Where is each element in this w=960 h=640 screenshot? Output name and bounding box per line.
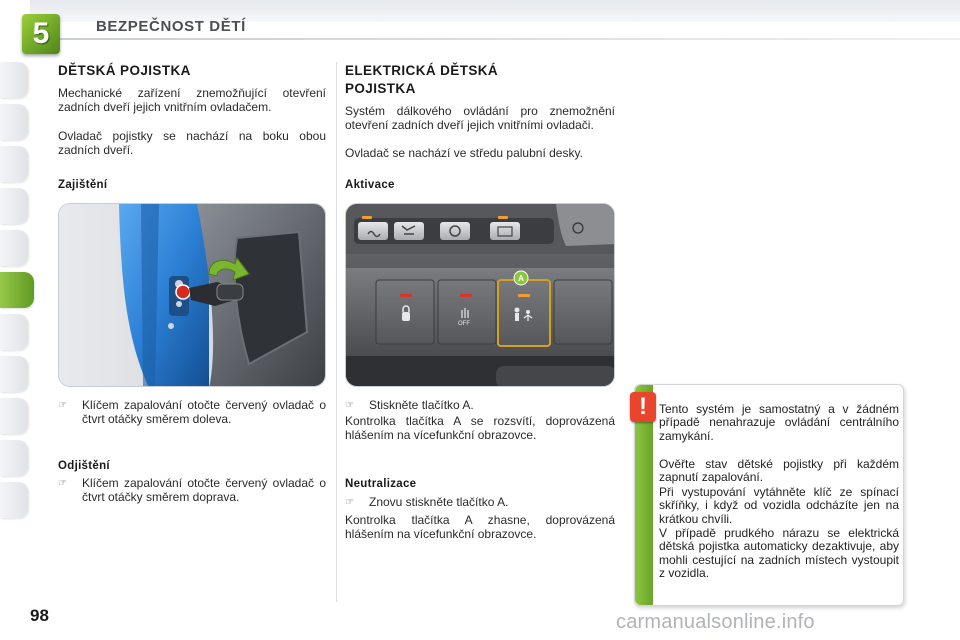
- electric-lock-location: Ovladač se nachází ve středu palubní desky.: [345, 146, 583, 160]
- chapter-tab[interactable]: [0, 104, 28, 140]
- section-title-electric-lock: ELEKTRICKÁ DĚTSKÁ POJISTKA: [345, 63, 499, 96]
- warning-text-3: Při vystupování vytáhněte klíč ze spínací skříňky, i když od vozidla odcházíte jen na krátkou chvíli.: [659, 485, 899, 526]
- hand-pointer-icon: ☞: [58, 400, 67, 411]
- dashboard-illustration: [345, 203, 615, 387]
- chapter-tab[interactable]: [0, 482, 28, 518]
- warning-box: [634, 384, 904, 606]
- dashboard-drawing: [346, 204, 615, 387]
- chapter-tab[interactable]: [0, 188, 28, 224]
- unlock-heading: Odjištění: [58, 460, 110, 472]
- chapter-tab[interactable]: [0, 146, 28, 182]
- activate-note: Kontrolka tlačítka A se rozsvítí, doprovázená hlášením na vícefunkční obrazovce.: [345, 414, 615, 442]
- chapter-tab[interactable]: [0, 440, 28, 476]
- neutral-note: Kontrolka tlačítka A zhasne, doprovázená hlášením na vícefunkční obrazovce.: [345, 513, 615, 541]
- column-divider: [336, 62, 337, 602]
- watermark: carmanualsonline.info: [616, 611, 815, 633]
- hand-pointer-icon: ☞: [345, 497, 354, 508]
- activate-heading: Aktivace: [345, 179, 395, 191]
- door-lock-drawing: [59, 204, 326, 387]
- activate-step: ☞ Stiskněte tlačítko A.: [345, 398, 474, 412]
- button-a-marker: A: [518, 274, 524, 283]
- lock-heading: Zajištění: [58, 179, 108, 191]
- chapter-title: BEZPEČNOST DĚTÍ: [96, 18, 246, 35]
- hand-pointer-icon: ☞: [345, 400, 354, 411]
- unlock-step: ☞ Klíčem zapalování otočte červený ovladač o čtvrt otáčky směrem doprava.: [58, 476, 326, 504]
- section-title-child-lock: DĚTSKÁ POJISTKA: [58, 63, 191, 78]
- chapter-tabs: [0, 62, 30, 524]
- electric-lock-description: Systém dálkového ovládání pro znemožnění otevření zadních dveří jejich vnitřními ovladači.: [345, 104, 615, 132]
- warning-text-1: Tento systém je samostatný a v žádném případě nenahrazuje ovládání centrálního zamykání.: [659, 402, 899, 443]
- lock-step: ☞ Klíčem zapalování otočte červený ovladač o čtvrt otáčky směrem doleva.: [58, 398, 326, 426]
- chapter-tab[interactable]: [0, 314, 28, 350]
- neutral-heading: Neutralizace: [345, 478, 417, 490]
- chapter-tab[interactable]: [0, 62, 28, 98]
- child-lock-description: Mechanické zařízení znemožňující otevření zadních dveří jejich vnitřním ovladačem.: [58, 86, 326, 114]
- door-lock-illustration: [58, 203, 326, 387]
- chapter-tab-active[interactable]: [0, 272, 34, 308]
- chapter-badge: 5: [22, 14, 60, 54]
- warning-text-2: Ověřte stav dětské pojistky při každém zapnutí zapalování.: [659, 457, 899, 485]
- off-label: OFF: [458, 321, 470, 327]
- chapter-tab[interactable]: [0, 356, 28, 392]
- warning-icon: !: [630, 392, 656, 422]
- header-rule: [30, 38, 960, 40]
- chapter-tab[interactable]: [0, 398, 28, 434]
- warning-text-4: V případě prudkého nárazu se elektrická dětská pojistka automaticky dezaktivuje, aby mohli cestující na zadních místech vystoupit z vozidla.: [659, 526, 899, 580]
- page-number: 98: [30, 606, 49, 625]
- child-lock-location: Ovladač pojistky se nachází na boku obou zadních dveří.: [58, 129, 326, 157]
- chapter-tab[interactable]: [0, 230, 28, 266]
- hand-pointer-icon: ☞: [58, 478, 67, 489]
- neutral-step: ☞ Znovu stiskněte tlačítko A.: [345, 495, 509, 509]
